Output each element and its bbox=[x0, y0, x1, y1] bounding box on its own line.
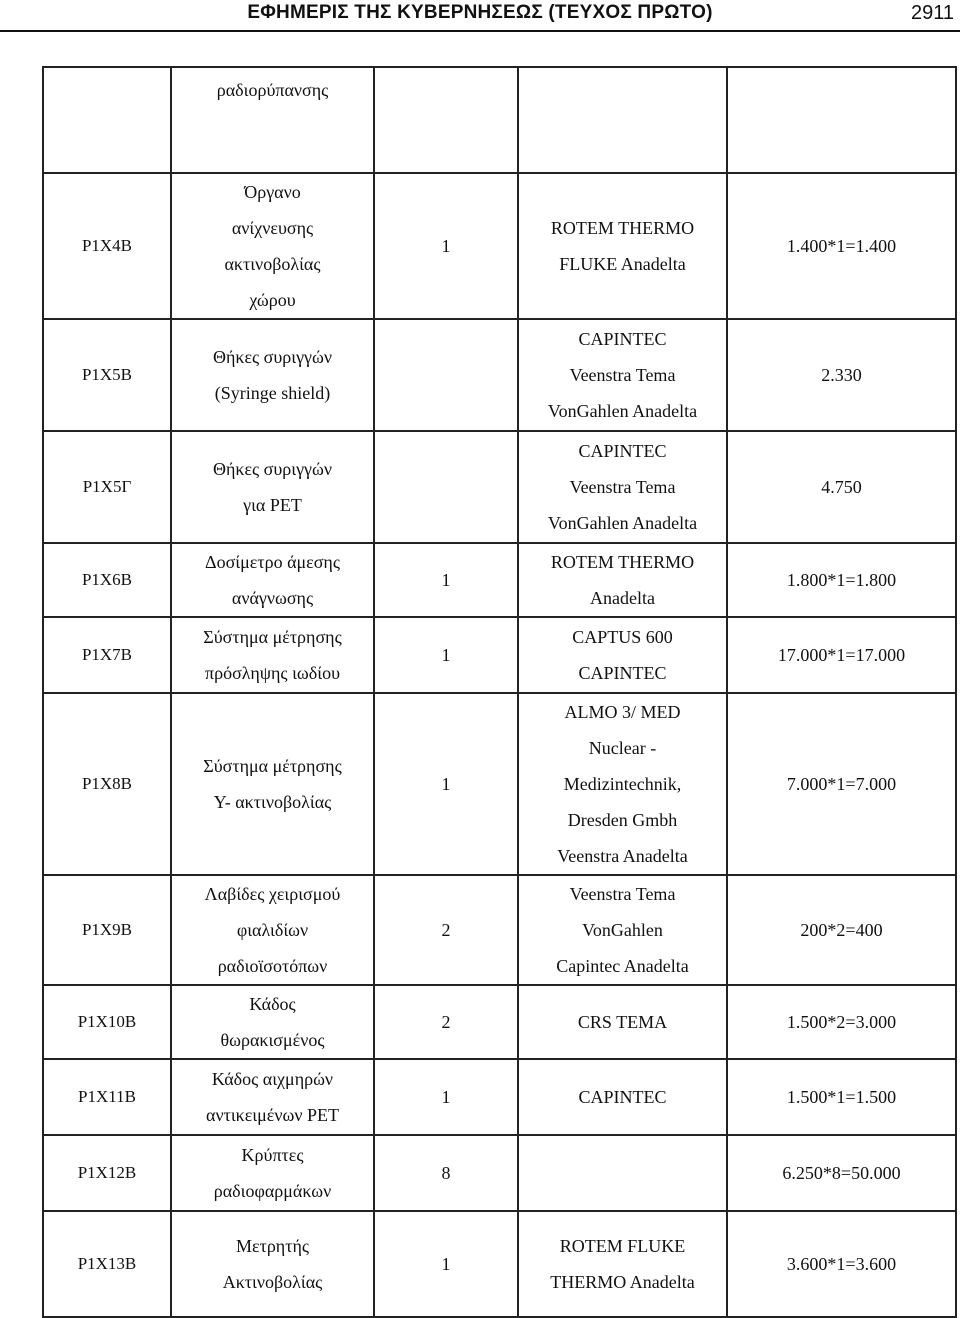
manufacturer-line: THERMO Anadelta bbox=[550, 1272, 695, 1292]
manufacturer-line: Veenstra Anadelta bbox=[557, 846, 688, 866]
table-cell-description bbox=[171, 173, 374, 319]
manufacturer-line: VonGahlen Anadelta bbox=[547, 513, 698, 533]
description-line: ανάγνωσης bbox=[231, 588, 314, 608]
item-code: P1X7B bbox=[81, 645, 133, 664]
table-cell-manufacturer bbox=[518, 985, 727, 1059]
price: 4.750 bbox=[821, 477, 862, 497]
price: 3.600*1=3.600 bbox=[786, 1254, 897, 1274]
item-code: P1X9B bbox=[81, 920, 133, 939]
description-line: ραδιοϊσοτόπων bbox=[217, 956, 328, 976]
table-cell-quantity bbox=[374, 431, 518, 543]
table-cell-manufacturer bbox=[518, 319, 727, 431]
description-line: πρόσληψης ιωδίου bbox=[205, 663, 340, 683]
table-cell-manufacturer bbox=[518, 875, 727, 985]
table-cell-price bbox=[727, 1135, 956, 1211]
price: 1.500*1=1.500 bbox=[786, 1087, 897, 1107]
table-cell-description bbox=[171, 985, 374, 1059]
price: 2.330 bbox=[821, 365, 862, 385]
table-cell-code bbox=[43, 1135, 171, 1211]
page-header-title: ΕΦΗΜΕΡΙΣ ΤΗΣ ΚΥΒΕΡΝΗΣΕΩΣ (ΤΕΥΧΟΣ ΠΡΩΤΟ) bbox=[247, 2, 713, 23]
table-cell-description bbox=[171, 693, 374, 875]
quantity: 1 bbox=[441, 236, 451, 256]
manufacturer-line: Nuclear - bbox=[588, 738, 657, 758]
table-cell-description bbox=[171, 431, 374, 543]
manufacturer-line: CAPINTEC bbox=[578, 1087, 667, 1107]
description-line: θωρακισμένος bbox=[220, 1030, 325, 1050]
price: 1.800*1=1.800 bbox=[786, 570, 897, 590]
price: 1.500*2=3.000 bbox=[786, 1012, 897, 1032]
manufacturer-line: CAPINTEC bbox=[578, 663, 667, 683]
manufacturer-line: CAPINTEC bbox=[578, 441, 667, 461]
price: 1.400*1=1.400 bbox=[786, 236, 897, 256]
description-line: φιαλιδίων bbox=[236, 920, 309, 940]
table-cell-code bbox=[43, 543, 171, 617]
table-cell-code bbox=[43, 1211, 171, 1317]
table-cell-code bbox=[43, 693, 171, 875]
manufacturer-line: CRS TEMA bbox=[577, 1012, 668, 1032]
manufacturer-line: ROTEM THERMO bbox=[550, 218, 695, 238]
manufacturer-line: VonGahlen Anadelta bbox=[547, 401, 698, 421]
manufacturer-line: Veenstra Tema bbox=[569, 884, 676, 904]
description-line: ραδιοφαρμάκων bbox=[213, 1181, 332, 1201]
equipment-table bbox=[42, 66, 957, 1318]
quantity: 1 bbox=[441, 645, 451, 665]
manufacturer-line: Dresden Gmbh bbox=[567, 810, 678, 830]
table-cell-manufacturer bbox=[518, 67, 727, 173]
table-cell-quantity bbox=[374, 319, 518, 431]
description-line: Υ- ακτινοβολίας bbox=[213, 792, 332, 812]
table-row bbox=[43, 543, 956, 617]
page-number: 2911 bbox=[910, 2, 954, 24]
table-cell-quantity bbox=[374, 875, 518, 985]
table-cell-manufacturer bbox=[518, 617, 727, 693]
quantity: 2 bbox=[441, 920, 451, 940]
manufacturer-line: ROTEM FLUKE bbox=[559, 1236, 686, 1256]
description-line: Θήκες συριγγών bbox=[212, 347, 332, 367]
table-cell-price bbox=[727, 1211, 956, 1317]
item-code: P1X11B bbox=[78, 1087, 136, 1106]
table-cell-manufacturer bbox=[518, 173, 727, 319]
table-cell-quantity bbox=[374, 1211, 518, 1317]
description-line: Μετρητής bbox=[236, 1236, 309, 1256]
table-cell-price bbox=[727, 985, 956, 1059]
table-cell-quantity bbox=[374, 67, 518, 173]
description-line: Ακτινοβολίας bbox=[222, 1272, 323, 1292]
table-cell-code bbox=[43, 617, 171, 693]
table-cell-quantity bbox=[374, 1135, 518, 1211]
quantity: 1 bbox=[441, 570, 451, 590]
manufacturer-line: CAPINTEC bbox=[578, 329, 667, 349]
table-row bbox=[43, 431, 956, 543]
continuation-text: ραδιορύπανσης bbox=[216, 80, 329, 100]
table-row bbox=[43, 1211, 956, 1317]
manufacturer-line: FLUKE Anadelta bbox=[559, 254, 686, 274]
table-row bbox=[43, 617, 956, 693]
item-code: P1X5Γ bbox=[82, 477, 132, 496]
manufacturer-line: Veenstra Tema bbox=[569, 365, 676, 385]
table-row bbox=[43, 1135, 956, 1211]
table-row bbox=[43, 693, 956, 875]
description-line: Κρύπτες bbox=[241, 1145, 304, 1165]
table-cell-quantity bbox=[374, 985, 518, 1059]
table-cell-description bbox=[171, 1211, 374, 1317]
quantity: 1 bbox=[441, 774, 451, 794]
item-code: P1X5B bbox=[81, 365, 133, 384]
table-row bbox=[43, 875, 956, 985]
description-line: Κάδος bbox=[249, 994, 296, 1014]
table-cell-manufacturer bbox=[518, 693, 727, 875]
table-cell-code bbox=[43, 319, 171, 431]
item-code: P1X4B bbox=[81, 236, 133, 255]
price: 17.000*1=17.000 bbox=[777, 645, 906, 665]
table-cell-price bbox=[727, 431, 956, 543]
table-cell-code bbox=[43, 1059, 171, 1135]
description-line: ανίχνευσης bbox=[231, 218, 314, 238]
description-line: ακτινοβολίας bbox=[224, 254, 321, 274]
table-cell-manufacturer bbox=[518, 543, 727, 617]
quantity: 1 bbox=[441, 1254, 451, 1274]
table-cell-price bbox=[727, 319, 956, 431]
manufacturer-line: Medizintechnik, bbox=[563, 774, 682, 794]
table-cell-code bbox=[43, 431, 171, 543]
table-cell-quantity bbox=[374, 543, 518, 617]
description-line: χώρου bbox=[249, 290, 296, 310]
header-divider bbox=[0, 30, 960, 32]
table-cell-description bbox=[171, 67, 374, 173]
manufacturer-line: Veenstra Tema bbox=[569, 477, 676, 497]
quantity: 1 bbox=[441, 1087, 451, 1107]
table-cell-price bbox=[727, 617, 956, 693]
table-cell-description bbox=[171, 319, 374, 431]
description-line: Κάδος αιχμηρών bbox=[211, 1069, 334, 1089]
price: 7.000*1=7.000 bbox=[786, 774, 897, 794]
table-cell-code bbox=[43, 67, 171, 173]
table-cell-description bbox=[171, 1135, 374, 1211]
table-row-continuation bbox=[43, 67, 956, 173]
table-cell-description bbox=[171, 1059, 374, 1135]
table-cell-manufacturer bbox=[518, 1211, 727, 1317]
table-cell-description bbox=[171, 875, 374, 985]
item-code: P1X10B bbox=[77, 1012, 137, 1031]
item-code: P1X6B bbox=[81, 570, 133, 589]
table-row bbox=[43, 319, 956, 431]
table-row bbox=[43, 173, 956, 319]
table-cell-quantity bbox=[374, 617, 518, 693]
item-code: P1X8B bbox=[81, 774, 133, 793]
table-row bbox=[43, 1059, 956, 1135]
description-line: Θήκες συριγγών bbox=[212, 459, 332, 479]
item-code: P1X12B bbox=[77, 1163, 137, 1182]
description-line: Σύστημα μέτρησης bbox=[203, 627, 342, 647]
table-cell-manufacturer bbox=[518, 1059, 727, 1135]
quantity: 2 bbox=[441, 1012, 451, 1032]
table-cell-description bbox=[171, 543, 374, 617]
table-cell-price bbox=[727, 543, 956, 617]
table-cell-code bbox=[43, 875, 171, 985]
table-cell-quantity bbox=[374, 173, 518, 319]
table-cell-price bbox=[727, 875, 956, 985]
table-cell-manufacturer bbox=[518, 431, 727, 543]
price: 200*2=400 bbox=[800, 920, 883, 940]
manufacturer-line: ROTEM THERMO bbox=[550, 552, 695, 572]
table-cell-code bbox=[43, 985, 171, 1059]
table-cell-quantity bbox=[374, 1059, 518, 1135]
table-cell-price bbox=[727, 1059, 956, 1135]
description-line: αντικειμένων PET bbox=[206, 1105, 339, 1125]
table-cell-code bbox=[43, 173, 171, 319]
description-line: Όργανο bbox=[244, 182, 301, 202]
description-line: Σύστημα μέτρησης bbox=[203, 756, 342, 776]
description-line: (Syringe shield) bbox=[214, 383, 331, 403]
table-cell-price bbox=[727, 173, 956, 319]
manufacturer-line: VonGahlen bbox=[582, 920, 663, 940]
description-line: Λαβίδες χειρισμού bbox=[204, 884, 341, 904]
item-code: P1X13B bbox=[77, 1254, 137, 1273]
description-line: Δοσίμετρο άμεσης bbox=[205, 552, 340, 572]
table-cell-quantity bbox=[374, 693, 518, 875]
table-cell-description bbox=[171, 617, 374, 693]
table-cell-price bbox=[727, 693, 956, 875]
manufacturer-line: Capintec Anadelta bbox=[556, 956, 689, 976]
table-row bbox=[43, 985, 956, 1059]
quantity: 8 bbox=[441, 1163, 451, 1183]
table-cell-price bbox=[727, 67, 956, 173]
table-cell-manufacturer bbox=[518, 1135, 727, 1211]
price: 6.250*8=50.000 bbox=[782, 1163, 901, 1183]
page-header bbox=[0, 0, 960, 32]
manufacturer-line: CAPTUS 600 bbox=[572, 627, 673, 647]
manufacturer-line: Anadelta bbox=[590, 588, 655, 608]
description-line: για PET bbox=[243, 495, 302, 515]
manufacturer-line: ALMO 3/ MED bbox=[564, 702, 681, 722]
